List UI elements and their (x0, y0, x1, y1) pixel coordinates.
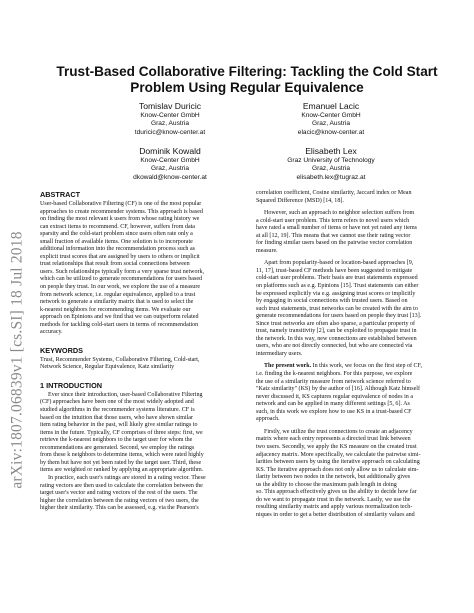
text-line: recommendations are generated. Second, we employ the ratings (40, 444, 195, 451)
paper-title (40, 64, 454, 96)
text-line: i.e. finding the k-nearest neighbors. For this purpose, we explore (256, 371, 413, 378)
author-name: Dominik Kowald (139, 146, 201, 156)
text-line: sparsity and the cold-start problem since users often rate only a (40, 231, 193, 238)
introduction-paragraph (40, 475, 240, 513)
body-paragraph (256, 210, 456, 255)
introduction-paragraph (40, 392, 240, 475)
text-line: resulting similarity matrix and apply various normalization tech- (256, 504, 413, 511)
author-location: Graz, Austria (311, 120, 351, 128)
left-column (40, 190, 240, 513)
present-work-paragraph (256, 363, 456, 423)
text-line: generate recommendations for users based on people they trust [13]. (256, 313, 422, 320)
author-block (246, 101, 416, 137)
text-line: Firstly, we utilize the trust connections to create an adjacency (264, 428, 413, 435)
abstract-body (40, 201, 240, 337)
text-line: for finding similar users based on the pairwise vector correlation (256, 240, 413, 247)
right-column (256, 190, 456, 519)
text-line: network and can be applied in many different settings [5, 6]. As (256, 401, 410, 408)
text-line: such trust statements, trust networks can be created with the aim to (256, 305, 418, 312)
text-line: niques in order to get a better distribution of similarity values and (256, 511, 415, 518)
text-line: explicit trust scores that are assigned by users to others or implicit (40, 253, 200, 260)
title-line: Problem Using Regular Equivalence (130, 80, 364, 95)
author-affiliation: Know-Center GmbH (140, 112, 200, 119)
text-line: trust relationships that result from social connections between (40, 261, 190, 268)
text-line: the network. In this way, new connections are established between (256, 335, 417, 342)
text-line: on people they trust. In our work, we explore the use of a measure (40, 284, 201, 291)
text-line: correlation coefficient, Cosine similarity, Jaccard index or Mean (256, 190, 412, 196)
author-name: Emanuel Lacic (302, 101, 360, 111)
text-line: KS. The iterative approach does not only allow us to calculate sim- (256, 466, 419, 473)
text-line: Network Science, Regular Equivalence, Katz similarity (40, 364, 175, 371)
text-line: approach on Epinions and we find that we can outperform related (40, 314, 199, 321)
text-line: Apart from popularity-based or location-based approaches [9, (264, 260, 414, 267)
text-line: from these k neighbors to determine items, which were rated highly (40, 452, 204, 459)
text-line: larities between users by using the iterative approach on calculating (256, 459, 420, 466)
text-line: so. This approach effectively gives us the ability to decide how far (256, 489, 417, 496)
text-line: approach. (256, 416, 280, 423)
text-line: k-nearest neighbors for recommending items. We evaluate our (40, 306, 191, 313)
text-line: based on the intuition that those users, who have shown similar (40, 414, 193, 421)
text-line: However, such an approach to neighbor selection suffers from (264, 210, 415, 217)
text-line: items in the future. Typically, CF comprises of three steps: first, we (40, 429, 203, 436)
text-line: on finding the most relevant k users from whose rating history we (40, 216, 200, 223)
text-line: methods for tackling cold-start users in terms of recommendation (40, 321, 199, 328)
text-line: target user's vector and rating vectors of the rest of the users. The (40, 490, 198, 497)
text-line: do we want to propagate trust in the network. Lastly, we use the (256, 496, 411, 503)
arxiv-side-stamp (6, 190, 30, 530)
text-line: which can be utilized to generate recommendations for users based (40, 276, 203, 283)
text-line: ilarity between two nodes in the network, but additionally gives (256, 474, 411, 481)
author-block (246, 146, 416, 182)
text-line: can extract items to recommend. CF, however, suffers from data (40, 223, 195, 230)
text-line: matrix where each entry represents a directed trust link between (256, 436, 411, 443)
body-paragraph (256, 260, 456, 358)
text-line: (CF) approaches have been one of the most widely adopted and (40, 399, 194, 406)
text-line: accuracy. (40, 329, 63, 336)
introduction-heading: 1 INTRODUCTION (40, 380, 103, 390)
author-location: Graz, Austria (311, 165, 351, 173)
author-location: Graz, Austria (150, 165, 190, 173)
text-line: Trust, Recommender Systems, Collaborative Filtering, Cold-start, (40, 356, 200, 363)
text-line: additional information into the recommendation process such as (40, 246, 195, 253)
text-line: rating vectors are then used to calculate the correlation between the (40, 482, 203, 489)
text-line: on platforms such as e.g. Epinions [15]. Trust statements can either (256, 283, 419, 290)
text-line: the use of a similarity measure from network science referred to (256, 378, 411, 385)
text-line: at all [12, 19]. This means that we cannot use their rating vector (256, 232, 411, 239)
abstract-heading: ABSTRACT (40, 190, 81, 199)
author-email: dkowald@know-center.at (133, 173, 207, 181)
text-line: adjacency matrix. More specifically, we calculate the pairwise simi- (256, 451, 421, 458)
text-line: Since trust networks are often also sparse, a particular property of (256, 320, 416, 327)
text-line: studied algorithms in the recommender systems literature. CF is (40, 407, 195, 414)
text-line: users, who are not directly connected, but who are connected via (256, 343, 413, 350)
text-line: such, in this work we explore how to use KS in a trust-based CF (256, 408, 412, 415)
text-line: item rating behavior in the past, will likely give similar ratings to (40, 422, 198, 429)
text-line: The present work. In this work, we focus on the first step of CF, (264, 363, 422, 370)
text-line: higher the correlation between the rating vectors of two users, the (40, 497, 199, 504)
text-line: trust, namely transitivity [2], can be exploited to propagate trust in (256, 328, 417, 335)
text-line: "Katz similarity" (KS) by the author of [16]. Although Katz himself (256, 386, 420, 393)
text-line: measure. (256, 247, 278, 254)
author-location: Graz, Austria (150, 120, 190, 128)
author-affiliation: Know-Center GmbH (301, 112, 361, 119)
text-line: cold-start user problems. Their basis are trust statements expressed (256, 275, 418, 282)
author-email: elisabeth.lex@tugraz.at (296, 173, 366, 181)
text-line: items are weighted or ranked by applying an appropriate algorithm. (40, 467, 204, 474)
text-line: from network science, i.e. regular equivalence, applied to a trust (40, 291, 196, 298)
text-line: by them but have not yet been rated by the target user. Third, these (40, 459, 202, 466)
text-line: have rated a small number of items or have not yet rated any items (256, 225, 418, 232)
text-line: small fraction of available items. One solution is to incorporate (40, 238, 193, 245)
body-paragraph (256, 190, 456, 205)
keywords-heading: KEYWORDS (40, 345, 83, 355)
text-line: 11, 17], trust-based CF methods have been suggested to mitigate (256, 267, 413, 274)
author-block (85, 101, 255, 137)
text-line: two users. Secondly, we apply the KS measure on the created trust (256, 443, 417, 450)
keywords-body (40, 357, 240, 372)
author-affiliation: Know-Center GmbH (140, 157, 200, 164)
text-line: intermediary users. (256, 350, 303, 357)
author-affiliation: Graz University of Technology (287, 157, 375, 164)
author-email: elacic@know-center.at (297, 128, 365, 136)
text-line: by engaging in social connections with trusted users. Based on (256, 298, 408, 305)
text-line: network to generate a similarity matrix that is used to select the (40, 299, 194, 306)
text-line: us the ability to choose the maximum path length in doing (256, 481, 397, 488)
text-line: be expressed explicitly via e.g. assigning trust scores or implicitly (256, 290, 416, 297)
author-email: tduricic@know-center.at (134, 128, 206, 136)
title-line: Trust-Based Collaborative Filtering: Tackling the Cold Start (56, 64, 438, 79)
author-name: Tomislav Duricic (138, 101, 202, 111)
arxiv-identifier: arXiv:1807.06839v1 [cs.SI] 18 Jul 2018 (9, 231, 26, 489)
text-line: users. Such relationships typically form a very sparse trust network, (40, 268, 205, 275)
text-line: In practice, each user's ratings are stored in a rating vector. These (48, 474, 206, 481)
text-line: a cold-start user problem. This term refers to novel users which (256, 217, 410, 224)
text-line: higher their similarity. This can be assessed, e.g. via the Pearson's (40, 505, 199, 512)
text-line: approaches to create recommender systems. This approach is based (40, 208, 203, 215)
body-paragraph (256, 429, 456, 520)
text-line: Ever since their introduction, user-based Collaborative Filtering (48, 391, 203, 398)
author-name: Elisabeth Lex (305, 146, 357, 156)
text-line: retrieve the k-nearest neighbors to the target user for whom the (40, 437, 193, 444)
text-line: never discussed it, KS captures regular equivalence of nodes in a (256, 393, 413, 400)
text-line: Squared Difference (MSD) [14, 18]. (256, 197, 344, 204)
text-line: User-based Collaborative Filtering (CF) is one of the most popular (40, 201, 202, 207)
author-block (85, 146, 255, 182)
